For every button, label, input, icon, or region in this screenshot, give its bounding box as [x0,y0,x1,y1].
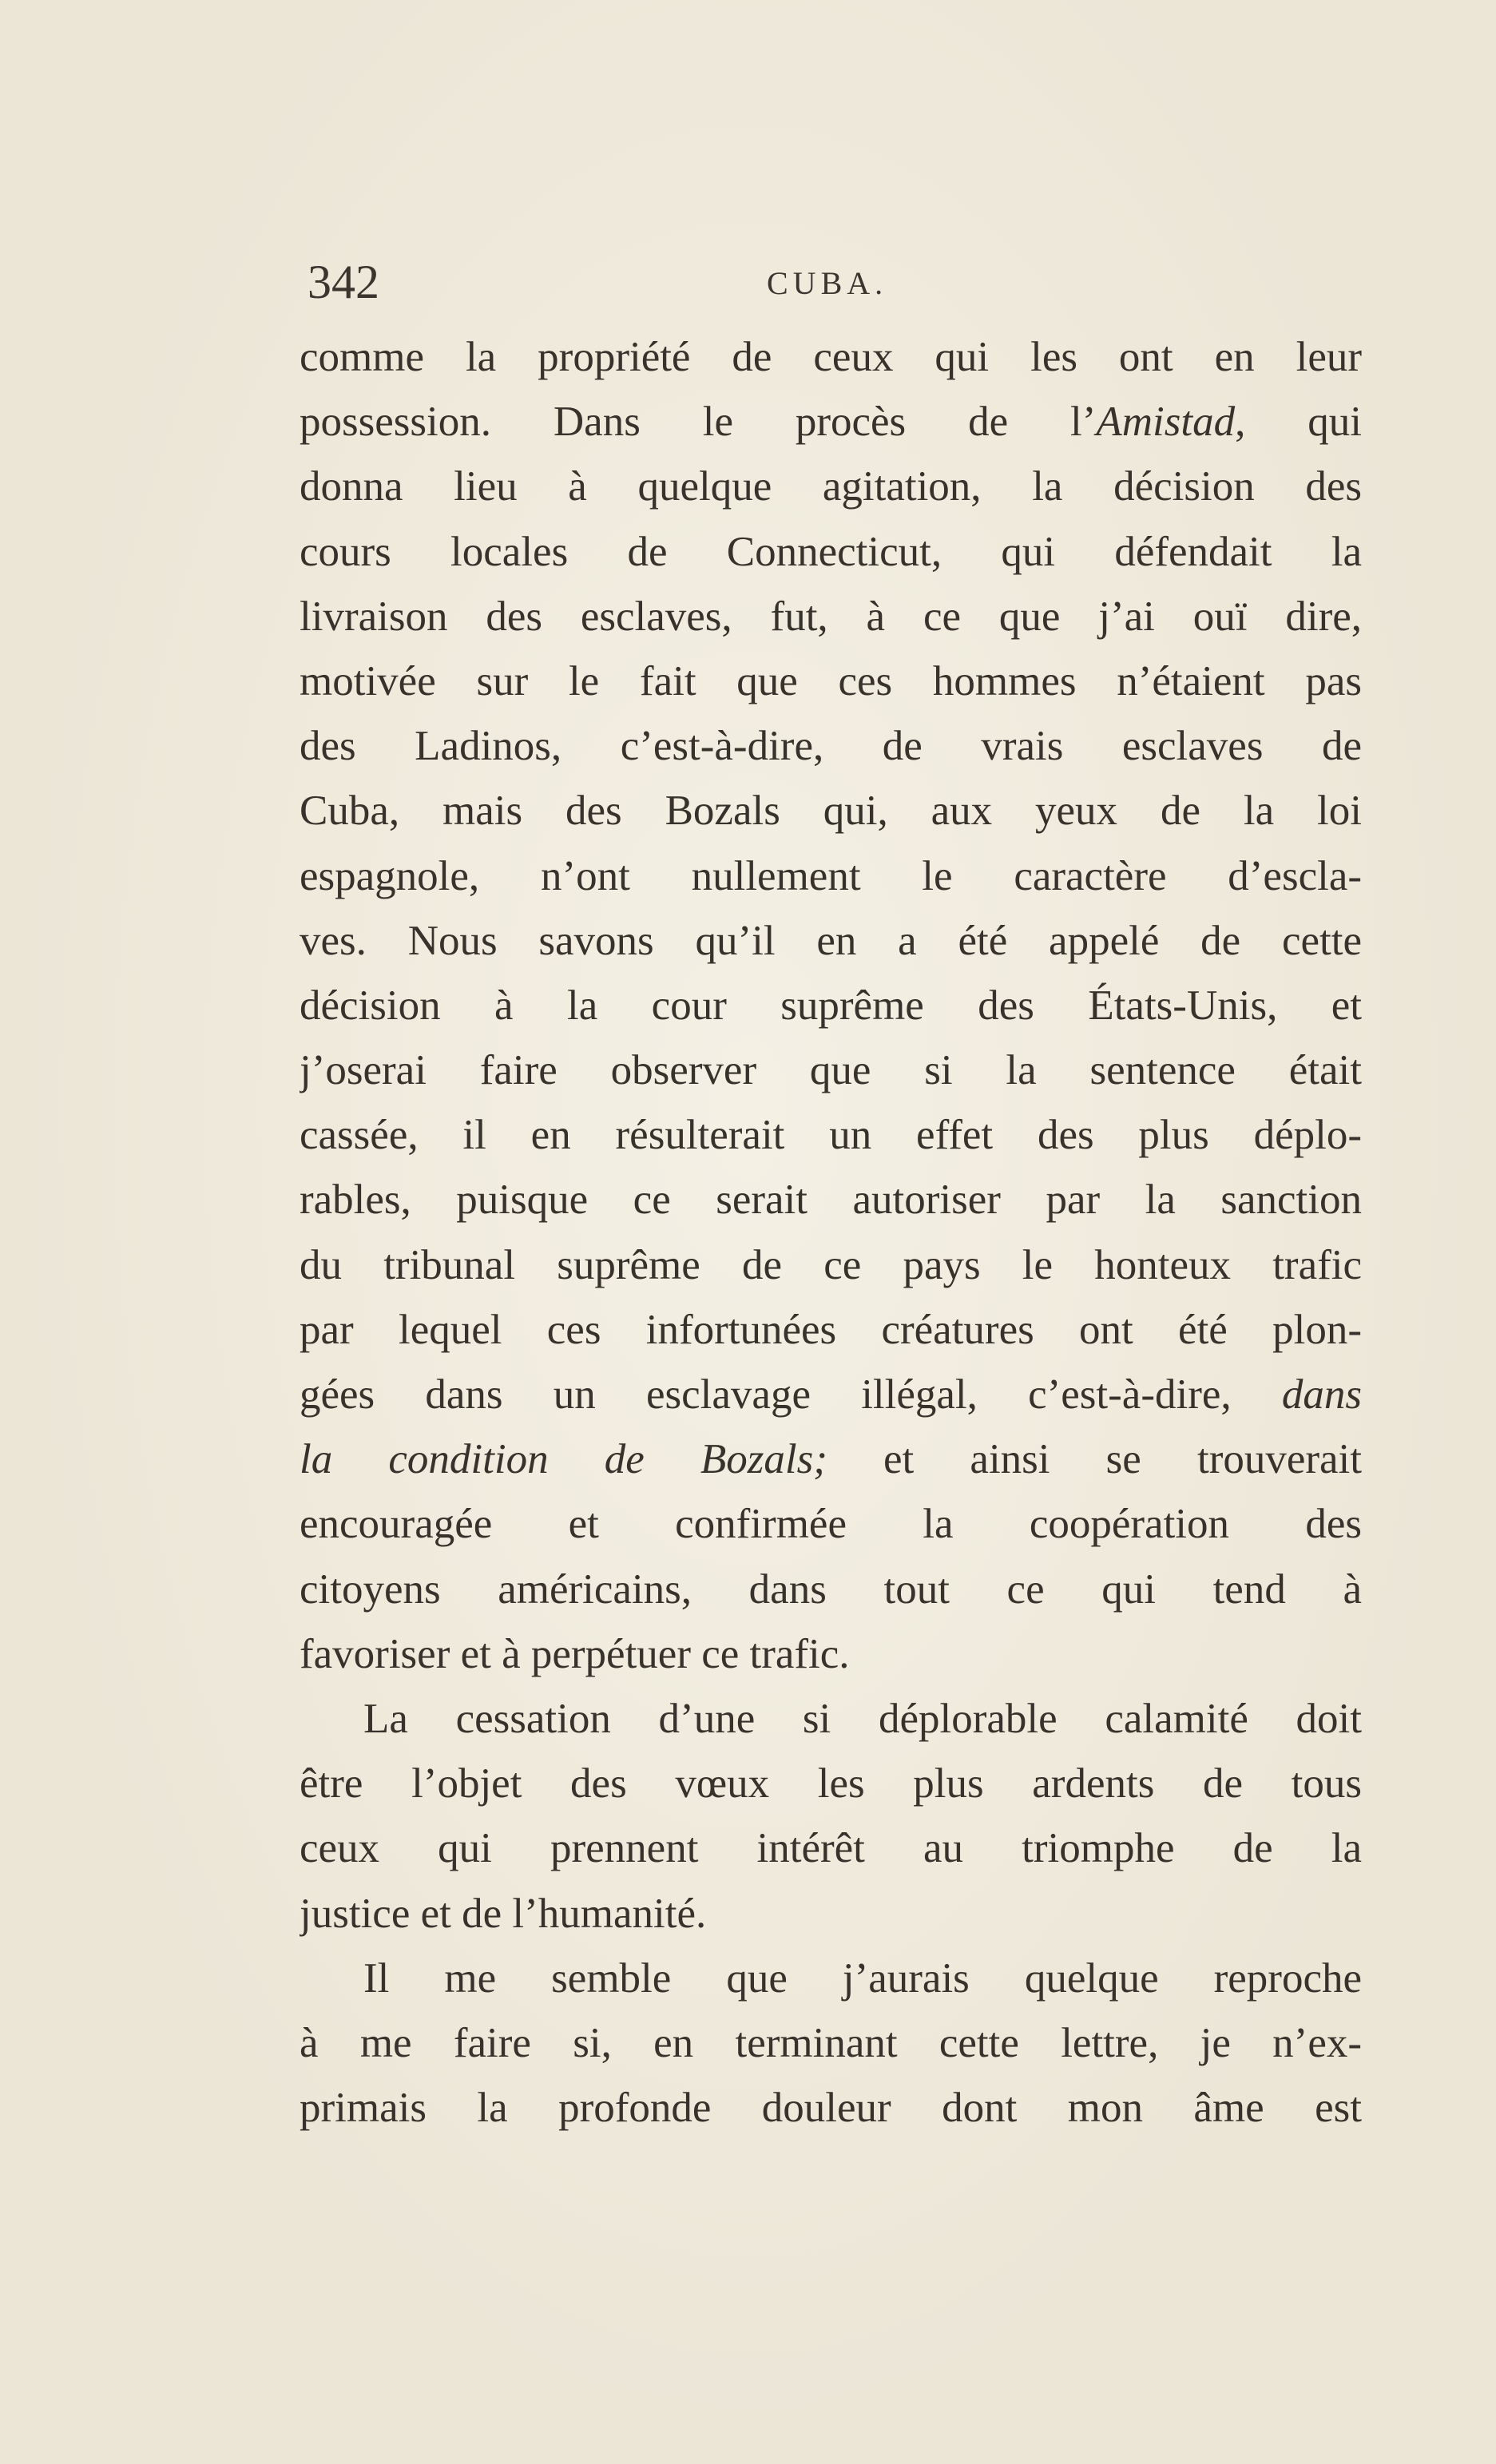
text-line: comme la propriété de ceux qui les ont en leur [300,334,1362,380]
text-line: ves. Nous savons qu’il en a été appelé de cette [300,917,1362,964]
text-line: livraison des esclaves, fut, à ce que j’ai ouï dire, [300,593,1362,640]
text-line: du tribunal suprême de ce pays le honteux trafic [300,1241,1362,1288]
text-line: citoyens américains, dans tout ce qui tend à [300,1565,1362,1613]
text-line: favoriser et à perpétuer ce trafic. [300,1630,850,1677]
text-line: gées dans un esclavage illégal, c’est-à-dire, dans [300,1371,1362,1418]
text-line: la condition de Bozals; et ainsi se trouverait [300,1436,1362,1483]
text-line: Il me semble que j’aurais quelque reproche [363,1954,1362,2002]
text-line: des Ladinos, c’est-à-dire, de vrais esclaves de [300,723,1362,770]
text-line: Cuba, mais des Bozals qui, aux yeux de la loi [300,788,1362,835]
running-title: CUBA. [767,265,888,301]
page-header [300,254,1362,318]
text-line: cassée, il en résulterait un effet des plus déplo- [300,1112,1362,1159]
text-line: cours locales de Connecticut, qui défendait la [300,528,1362,575]
text-line: j’oserai faire observer que si la sentence était [300,1047,1362,1094]
text-line: possession. Dans le procès de l’Amistad, qui [300,399,1362,446]
text-line: espagnole, n’ont nullement le caractère d’escla- [300,852,1362,899]
text-line: ceux qui prennent intérêt au triomphe de la [300,1825,1362,1872]
text-line: motivée sur le fait que ces hommes n’étaient pas [300,657,1362,704]
text-line: La cessation d’une si déplorable calamité doit [363,1695,1362,1742]
text-line: à me faire si, en terminant cette lettre, je n’ex- [300,2019,1362,2066]
text-line: encouragée et confirmée la coopération des [300,1501,1362,1548]
text-line: justice et de l’humanité. [300,1890,707,1937]
body-text [300,325,1362,2141]
text-line: donna lieu à quelque agitation, la décision des [300,463,1362,510]
text-line: rables, puisque ce serait autoriser par la sanction [300,1176,1362,1224]
text-line: être l’objet des vœux les plus ardents de tous [300,1760,1362,1807]
text-line: par lequel ces infortunées créatures ont été plon- [300,1306,1362,1353]
page-number: 342 [308,256,379,308]
text-line: primais la profonde douleur dont mon âme est [300,2085,1362,2132]
text-line: décision à la cour suprême des États-Unis, et [300,982,1362,1029]
